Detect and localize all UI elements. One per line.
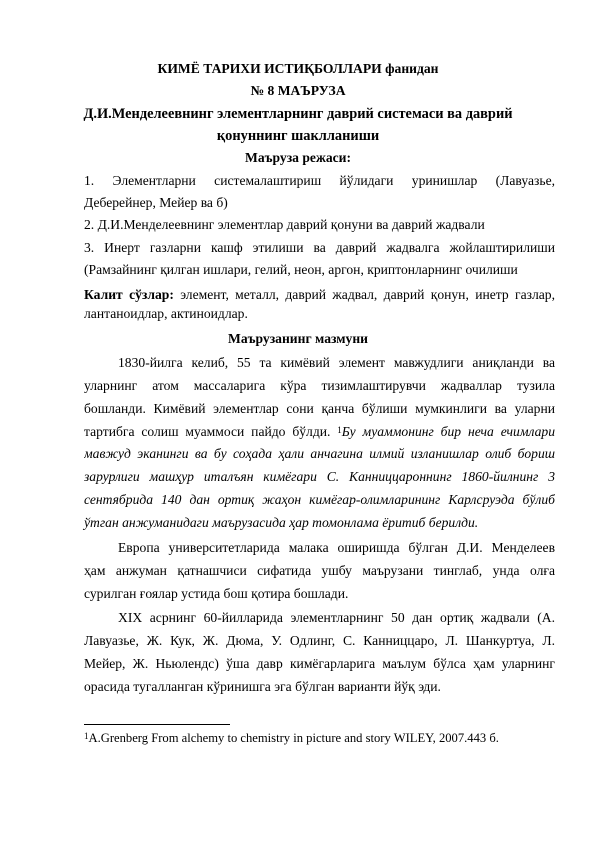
paragraph-2-line-3: сурилган ғоялар устида бош қотира бошлади. bbox=[84, 586, 349, 601]
plan-item-2: 2. Д.И.Менделеевнинг элементлар даврий қонуни ва даврий жадвали bbox=[84, 217, 485, 232]
keywords-line-1 bbox=[84, 287, 555, 303]
plan-item-3-line-1: 3. Инерт газларни кашф этилиши ва даврий жадвалга жойлаштирилиши bbox=[84, 240, 555, 255]
paragraph-2-line-2: ҳам анжуман қатнашчиси сифатида ушбу маърузани тинглаб, унда олға bbox=[84, 563, 555, 578]
paragraph-1-line-6: зарурлиги машҳур италъян кимёгари С. Канниццароннинг 1860-йилнинг 3 bbox=[84, 469, 555, 484]
lecture-topic-line-1: Д.И.Менделеевнинг элементларнинг даврий системаси ва даврий bbox=[83, 106, 513, 122]
content-heading: Маърузанинг мазмуни bbox=[227, 331, 368, 346]
keywords-text: элемент, металл, даврий жадвал, даврий қонун, инетр газлар, bbox=[173, 287, 555, 302]
plan-item-1-line-2: Деберейнер, Мейер ва б) bbox=[84, 195, 228, 210]
paragraph-1-line-8: ўтган анжуманидаги маърузасида ҳар томонлама ёритиб берилди. bbox=[84, 515, 479, 530]
paragraph-3-line-3: Мейер, Ж. Ньюлендс) ўша давр кимёгарларига маълум бўлса ҳам уларнинг bbox=[84, 656, 555, 671]
paragraph-1-line-4-text: тартибга солиш муаммоси пайдо бўлди. bbox=[84, 424, 338, 439]
paragraph-2-line-1: Европа университетларида малака оширишда бўлган Д.И. Менделеев bbox=[118, 540, 555, 555]
plan-heading: Маъруза режаси: bbox=[244, 150, 352, 165]
paragraph-3-line-2: Лавуазье, Ж. Кук, Ж. Дюма, У. Одлинг, С. Канниццаро, Л. Шанкуртуа, Л. bbox=[84, 633, 555, 648]
paragraph-1-line-4 bbox=[84, 424, 555, 440]
paragraph-3-line-1: XIX асрнинг 60-йилларида элементларнинг 50 дан ортиқ жадвали (А. bbox=[118, 610, 555, 625]
paragraph-1-line-3: бошланди. Кимёвий элементлар сони қанча бўлиши мумкинлиги ва уларни bbox=[84, 401, 555, 416]
paragraph-3-line-4: орасида тугалланган кўринишга эга бўлган варианти йўқ эди. bbox=[84, 679, 441, 694]
keywords-line-2: лантаноидлар, актиноидлар. bbox=[84, 306, 248, 321]
plan-item-1-line-1: 1. Элементларни системалаштириш йўлидаги уринишлар (Лавуазье, bbox=[84, 173, 555, 188]
lecture-number: № 8 МАЪРУЗА bbox=[250, 83, 346, 98]
footnote-reference[interactable]: 1 bbox=[337, 425, 342, 435]
paragraph-1-line-4-italic: Бу муаммонинг бир неча ечимлари bbox=[341, 424, 555, 439]
footnote-divider bbox=[84, 724, 230, 725]
paragraph-1-line-5: мавжуд эканинги ва бу соҳада ҳали анчагина илмий изланишлар олиб бориш bbox=[84, 446, 555, 461]
footnote bbox=[84, 730, 499, 746]
footnote-mark: 1 bbox=[84, 731, 89, 741]
plan-item-3-line-2: (Рамзайнинг қилган ишлари, гелий, неон, аргон, криптонларнинг очилиши bbox=[84, 262, 518, 277]
paragraph-1-line-1: 1830-йилга келиб, 55 та кимёвий элемент мавжудлиги аниқланди ва bbox=[118, 355, 555, 370]
paragraph-1-line-2: уларнинг атом массаларига кўра тизимлаштирувчи жадваллар тузила bbox=[84, 378, 555, 393]
lecture-topic-line-2: қонуннинг шаклланиши bbox=[216, 128, 380, 144]
course-title: КИМЁ ТАРИХИ ИСТИҚБОЛЛАРИ фанидан bbox=[157, 61, 439, 76]
keywords-label: Калит сўзлар: bbox=[84, 287, 174, 302]
paragraph-1-line-7: сентябрида 140 дан ортиқ жаҳон кимёгар-олимларининг Карлсруэда бўлиб bbox=[84, 492, 555, 507]
footnote-text: A.Grenberg From alchemy to chemistry in picture and story WILEY, 2007.443 б. bbox=[88, 731, 499, 745]
